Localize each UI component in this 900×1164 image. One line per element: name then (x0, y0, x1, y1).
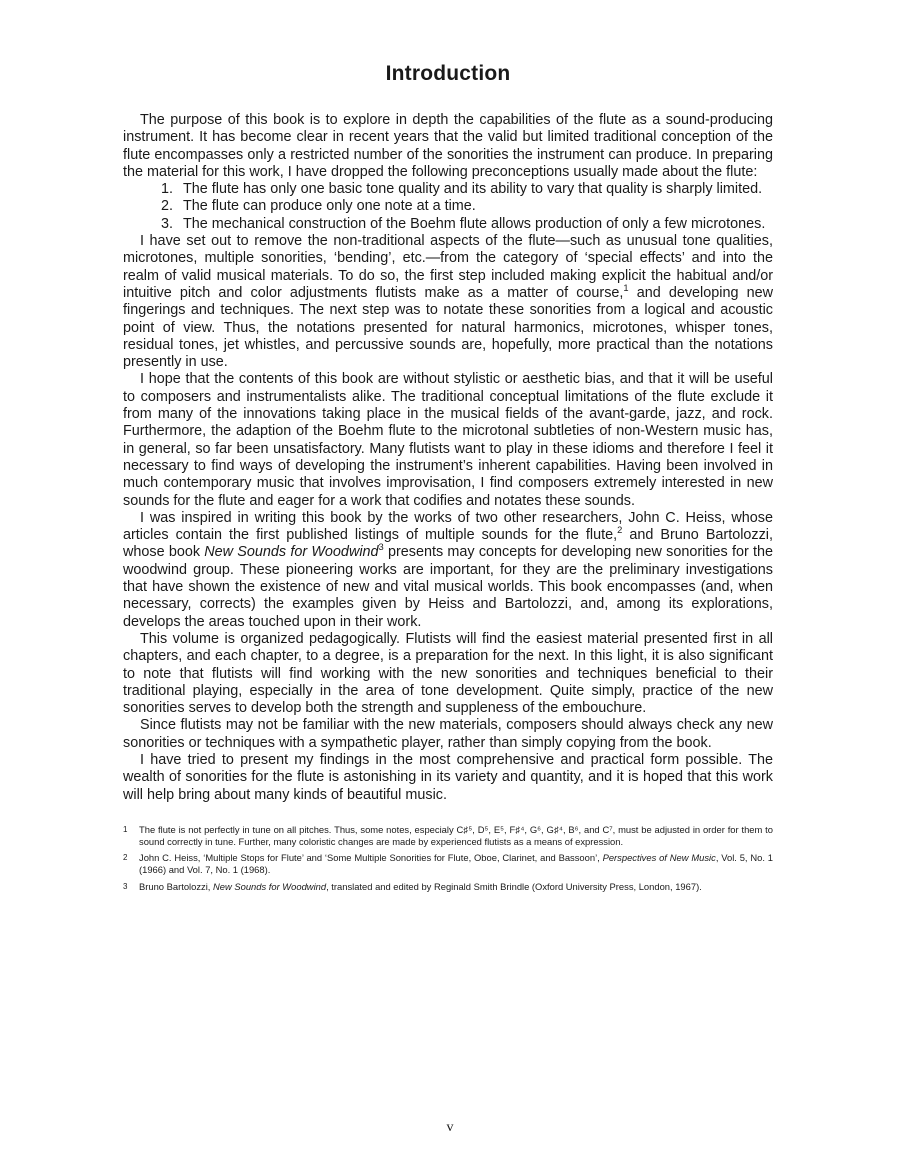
footnote-ref-3: 3 (378, 542, 384, 553)
paragraph-4-part-b: and Bruno Bartolozzi, whose book (123, 527, 773, 561)
list-item (123, 181, 773, 198)
list-number: 1. (161, 181, 174, 198)
list-number: 2. (161, 198, 174, 215)
list-item (123, 198, 773, 215)
paragraph-6: Since flutists may not be familiar with the new materials, composers should always check any new sonorities or techniques with a sympathetic player, rather than simply copying from the book. (123, 717, 773, 751)
paragraph-2-part-a: I have set out to remove the non-traditional aspects of the flute—such as unusual tone qualities, microtones, multiple sonorities, ‘bending’, etc.—from the category of ‘special effects’ and into the realm of valid musical materials. To do so, the first step included making explicit the habitual and/or intuitive pitch and color adjustments flutists make as a matter of course, (123, 233, 773, 301)
footnote-1 (123, 824, 773, 848)
list-number: 3. (161, 215, 174, 232)
footnote-mark: 2 (123, 853, 128, 863)
footnote-ref-1: 1 (623, 283, 629, 294)
footnote-mark: 3 (123, 881, 128, 891)
journal-title: Perspectives of New Music (602, 852, 716, 864)
paragraph-2-part-b: and developing new fingerings and techniques. The next step was to notate these sonorities from a logical and acoustic point of view. Thus, the notations presented for natural harmonics, microtones, whisper tones, residual tones, jet whistles, and percussive sounds are, hopefully, more practical than the notations presently in use. (123, 284, 773, 371)
list-item (123, 216, 773, 233)
page-title: Introduction (385, 62, 511, 85)
footnote-text: Bruno Bartolozzi, (139, 880, 213, 892)
footnote-text: The flute is not perfectly in tune on all pitches. Thus, some notes, especialy C♯⁵, D⁵, E⁵, F♯⁴, G⁶, G♯⁴, B⁶, and C⁷, must be adjusted in order for them to sound correctly in tune. Further, many coloristic changes are made by experienced flutists as a means of expression. (139, 823, 773, 848)
paragraph-7: I have tried to present my findings in the most comprehensive and practical form possible. The wealth of sonorities for the flute is astonishing in its variety and quantity, and it is hoped that this work will help bring about many kinds of beautiful music. (123, 751, 773, 803)
footnote-ref-2: 2 (617, 525, 623, 536)
paragraph-4-part-c: presents may concepts for developing new sonorities for the woodwind group. These pioneering works are important, for they are the preliminary investigations that have shown the existence of new and vital musical worlds. This book encompasses (and, when necessary, corrects) the examples given by Heiss and Bartolozzi, and, among its explorations, develops the areas touched upon in their work. (123, 544, 773, 630)
paragraph-3: I hope that the contents of this book are without stylistic or aesthetic bias, and that it will be useful to composers and instrumentalists alike. The traditional conceptual limitations of the flute exclude it from many of the innovations taking place in the musical fields of the avant-garde, jazz, and rock. Furthermore, the adaption of the Boehm flute to the microtonal subtleties of non-Western music has, in general, so far been unsatisfactory. Many flutists want to play in these idioms and therefore I feel it necessary to find ways of developing the instrument’s inherent capabilities. Having been involved in much contemporary music that involves improvisation, I find composers extremely interested in new sounds for the flute and eager for a work that codifies and notates these sounds. (123, 371, 773, 509)
footnote-2 (123, 852, 773, 876)
body-text (123, 112, 773, 804)
footnote-text-end: , Vol. 5, No. 1 (1966) and Vol. 7, No. 1 (1968). (139, 852, 773, 876)
list-text: The mechanical construction of the Boehm flute allows production of only a few microtones. (183, 215, 766, 232)
paragraph-4 (123, 510, 773, 631)
footnotes (123, 824, 773, 893)
footnote-mark: 1 (123, 824, 128, 834)
preconceptions-list (123, 181, 773, 233)
page-content (123, 62, 773, 897)
paragraph-1: The purpose of this book is to explore in depth the capabilities of the flute as a sound-producing instrument. It has become clear in recent years that the valid but limited traditional conception of the flute encompasses only a restricted number of the sonorities the instrument can produce. In preparing the material for this work, I have dropped the following preconceptions usually made about the flute: (123, 112, 773, 180)
footnote-text-end: , translated and edited by Reginald Smith Brindle (Oxford University Press, London, 1967). (326, 880, 702, 892)
footnote-3 (123, 881, 773, 893)
paragraph-2 (123, 233, 773, 371)
page-number: v (446, 1120, 454, 1135)
book-title: New Sounds for Woodwind (204, 544, 379, 561)
list-text: The flute can produce only one note at a time. (183, 198, 476, 215)
list-text: The flute has only one basic tone quality and its ability to vary that quality is sharply limited. (183, 181, 763, 198)
paragraph-4-part-a: I was inspired in writing this book by the works of two other researchers, John C. Heiss, whose articles contain the first published listings of multiple sounds for the flute, (123, 509, 773, 544)
book-title: New Sounds for Woodwind (213, 880, 327, 892)
footnote-text: John C. Heiss, ‘Multiple Stops for Flute’ and ‘Some Multiple Sonorities for Flute, Oboe, Clarinet, and Bassoon’, (139, 852, 603, 864)
paragraph-5: This volume is organized pedagogically. Flutists will find the easiest material presented first in all chapters, and each chapter, to a degree, is a preparation for the next. In this light, it is also significant to note that flutists will find working with the new sonorities and techniques beneficial to their traditional playing, especially in the area of tone development. Quite simply, practice of the new sonorities serves to develop both the strength and suppleness of the embouchure. (123, 630, 773, 717)
